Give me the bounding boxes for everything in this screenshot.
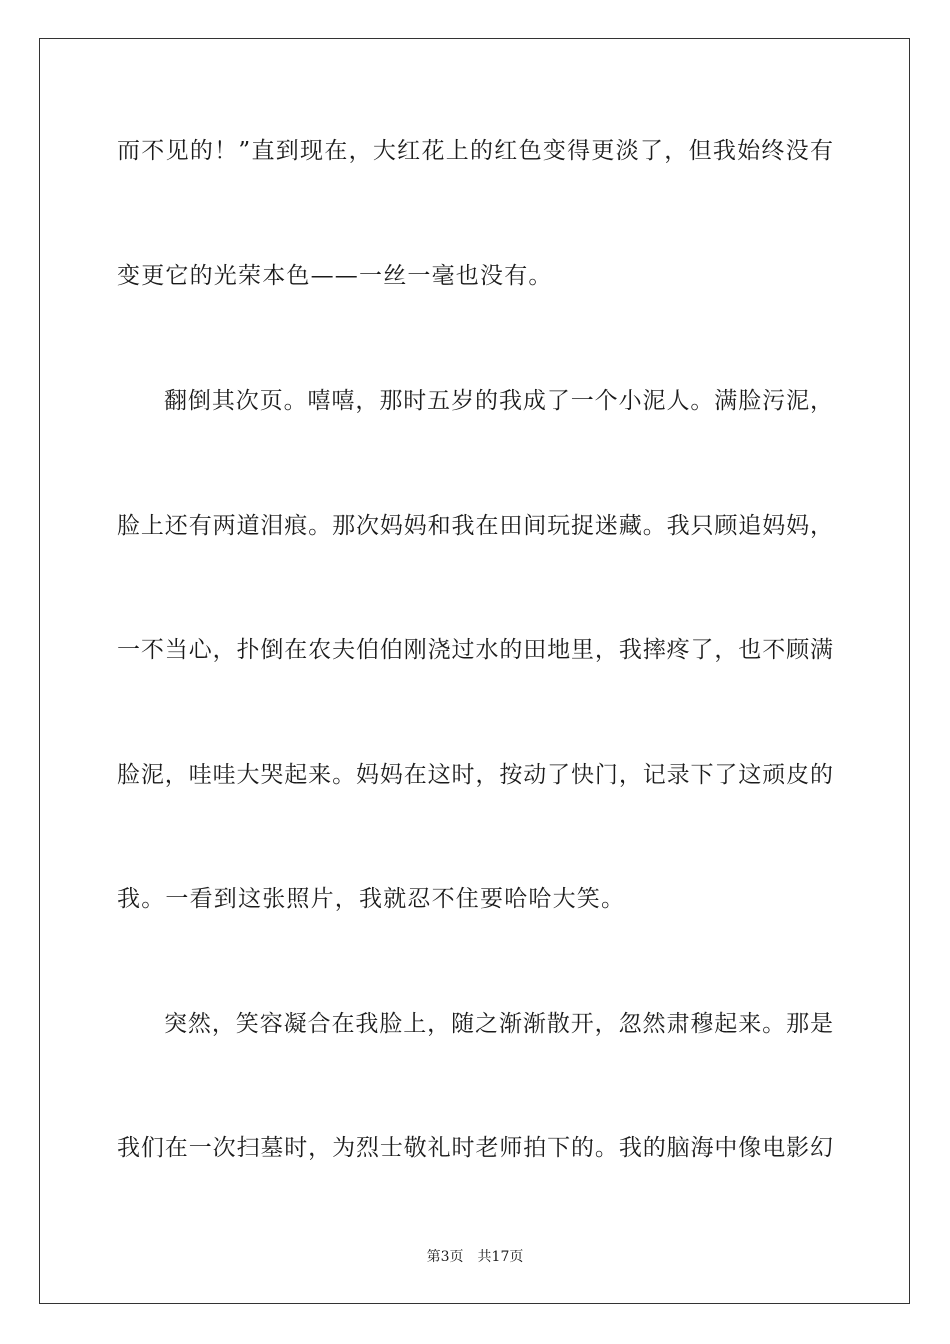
paragraph-line: 我。一看到这张照片，我就忍不住要哈哈大笑。 [117,886,626,912]
page-border [39,38,910,1304]
paragraph-line: 一不当心，扑倒在农夫伯伯刚浇过水的田地里，我摔疼了，也不顾满 [117,637,833,663]
paragraph-line: 翻倒其次页。嘻嘻，那时五岁的我成了一个小泥人。满脸污泥， [164,388,833,414]
paragraph-line: 变更它的光荣本色——一丝一毫也没有。 [117,263,553,289]
paragraph-line: 而不见的！”直到现在，大红花上的红色变得更淡了，但我始终没有 [117,138,833,164]
paragraph-line: 我们在一次扫墓时，为烈士敬礼时老师拍下的。我的脑海中像电影幻 [117,1135,833,1161]
page-footer [0,1248,950,1266]
paragraph-line: 突然，笑容凝合在我脸上，随之渐渐散开，忽然肃穆起来。那是 [164,1011,833,1037]
paragraph-line: 脸上还有两道泪痕。那次妈妈和我在田间玩捉迷藏。我只顾追妈妈， [117,513,833,539]
page-number: 第3页 [426,1249,464,1265]
total-pages: 共17页 [477,1249,524,1265]
paragraph-line: 脸泥，哇哇大哭起来。妈妈在这时，按动了快门，记录下了这顽皮的 [117,762,833,788]
